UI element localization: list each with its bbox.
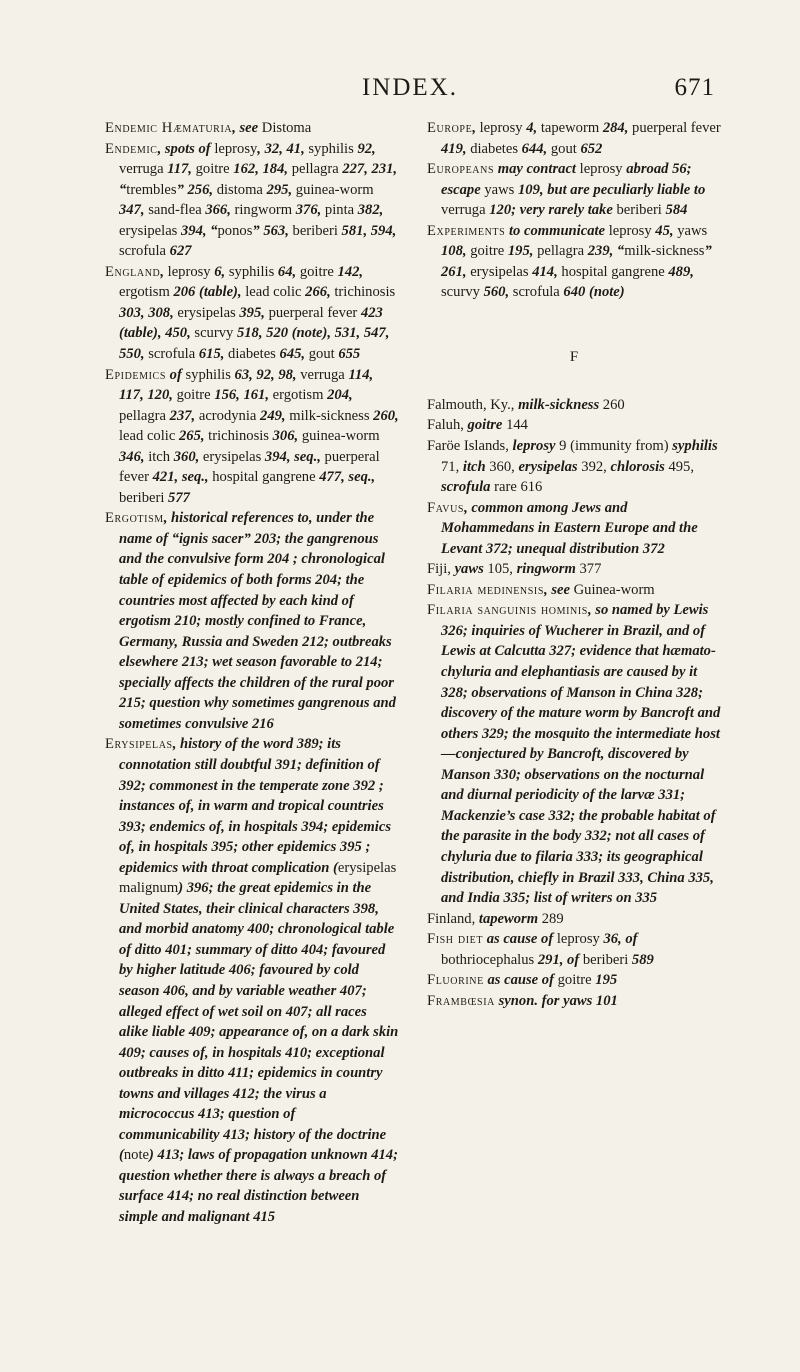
entry-text: 392, bbox=[577, 458, 611, 475]
entry-text: ergotism bbox=[119, 284, 170, 301]
entry-text: 105, bbox=[483, 561, 517, 578]
entry-headword: Epidemics bbox=[105, 366, 166, 383]
italic-term: 560, bbox=[479, 284, 513, 301]
entry-headword: Filaria sanguinis hominis bbox=[427, 602, 588, 619]
f-entries bbox=[427, 395, 721, 1011]
entry-text: scrofula bbox=[119, 243, 167, 260]
italic-term: erysipelas bbox=[518, 458, 578, 475]
index-entry bbox=[427, 159, 721, 221]
entry-text: leprosy bbox=[556, 931, 600, 948]
italic-term: 640 (note) bbox=[559, 284, 625, 301]
italic-term: 117, bbox=[163, 161, 196, 178]
index-entry bbox=[427, 970, 721, 991]
italic-term: as cause of bbox=[483, 931, 557, 948]
italic-term: , history of the word 389; its connotation still doubtful 391; definition of 392; commonest in the temperate zone 392 ; instances of, in warm and tropical countries 393; endemics of, in hospitals 394; epidemics of, in hospitals 395; other epidemics 395 ; epidemics with throat complication ( bbox=[119, 736, 391, 876]
entry-text: ponos bbox=[217, 222, 253, 239]
italic-term: 421, seq., bbox=[148, 469, 213, 486]
index-entry bbox=[105, 508, 399, 734]
italic-term: 114, 117, 120, bbox=[119, 366, 374, 404]
italic-term: , see bbox=[544, 581, 574, 598]
index-entry bbox=[427, 929, 721, 970]
entry-text: beriberi bbox=[582, 951, 629, 968]
italic-term: 346, bbox=[119, 448, 149, 465]
italic-term: syphilis bbox=[672, 438, 718, 455]
entry-headword: Filaria medinensis bbox=[427, 581, 545, 598]
index-entry bbox=[427, 580, 721, 601]
italic-term: 195, bbox=[504, 243, 538, 260]
italic-term: 45, bbox=[651, 222, 678, 239]
entry-text: syphilis bbox=[185, 366, 231, 383]
italic-term: goitre bbox=[467, 417, 503, 434]
italic-term: yaws bbox=[454, 561, 484, 578]
italic-term: 237, bbox=[166, 407, 199, 424]
italic-term: 108, bbox=[441, 243, 471, 260]
entry-text: pellagra bbox=[537, 243, 585, 260]
italic-term: of bbox=[166, 366, 186, 383]
italic-term: 249, bbox=[256, 407, 290, 424]
italic-term: to communicate bbox=[505, 222, 609, 239]
entry-text: hospital gangrene bbox=[561, 263, 665, 280]
italic-term: 382, bbox=[354, 202, 384, 219]
italic-term: 615, bbox=[195, 346, 229, 363]
index-entry bbox=[427, 559, 721, 580]
entry-text: verruga bbox=[119, 161, 164, 178]
italic-term: 376, bbox=[292, 202, 325, 219]
entry-text: scurvy bbox=[441, 284, 480, 301]
italic-term: 347, bbox=[119, 202, 149, 219]
italic-term: 265, bbox=[175, 428, 209, 445]
entry-text: beriberi bbox=[616, 202, 662, 219]
entry-text: ringworm bbox=[234, 202, 293, 219]
italic-term: , bbox=[472, 120, 480, 136]
entry-headword: Europe bbox=[427, 120, 473, 136]
italic-term: 36, of bbox=[599, 931, 638, 948]
italic-term: 284, bbox=[599, 120, 633, 136]
italic-term: 156, 161, bbox=[210, 387, 273, 404]
italic-term: 395, bbox=[235, 304, 269, 321]
entry-headword: Endemic Hæmaturia bbox=[105, 120, 233, 136]
italic-term: 4, bbox=[522, 120, 541, 136]
italic-term: 303, 308, bbox=[119, 304, 178, 321]
italic-term: abroad 56; escape bbox=[441, 161, 692, 198]
italic-term: 644, bbox=[518, 140, 551, 157]
entry-text: Guinea-worm bbox=[573, 581, 655, 598]
entry-text: guinea-worm bbox=[301, 428, 380, 445]
entry-text: syphilis bbox=[308, 140, 354, 157]
entry-text: note bbox=[123, 1147, 150, 1164]
italic-term: 589 bbox=[628, 951, 654, 968]
italic-term: tapeworm bbox=[478, 910, 539, 927]
running-head bbox=[105, 74, 715, 104]
italic-term: ” 261, bbox=[441, 243, 712, 280]
entry-text: hospital gangrene bbox=[212, 469, 316, 486]
entry-text: beriberi bbox=[292, 222, 338, 239]
entry-headword: England bbox=[105, 263, 161, 280]
index-entry bbox=[105, 734, 399, 1227]
italic-term: 63, 92, 98, bbox=[230, 366, 301, 383]
entry-text: scrofula bbox=[512, 284, 560, 301]
entry-text: goitre bbox=[299, 263, 334, 280]
index-entry bbox=[427, 221, 721, 303]
entry-text: bothriocephalus bbox=[441, 951, 535, 968]
entry-text: 260 bbox=[599, 396, 625, 413]
entry-text: diabetes bbox=[470, 140, 519, 157]
entry-text: trichinosis bbox=[334, 284, 396, 301]
italic-term: 360, bbox=[170, 448, 203, 465]
entry-text: beriberi bbox=[119, 489, 165, 506]
italic-term: 394, seq., bbox=[261, 448, 325, 465]
italic-term: 204, bbox=[323, 387, 353, 404]
index-entry bbox=[427, 991, 721, 1012]
entry-text: acrodynia bbox=[198, 407, 257, 424]
italic-term: , bbox=[160, 263, 168, 280]
section-letter-heading: F bbox=[569, 348, 579, 365]
entry-text: verruga bbox=[300, 366, 345, 383]
index-entry bbox=[105, 118, 399, 139]
italic-term: 518, 520 (note), 531, 547, 550, bbox=[119, 325, 390, 363]
entry-text: syphilis bbox=[228, 263, 275, 280]
entry-text: erysipelas malignum bbox=[119, 859, 397, 897]
entry-text: goitre bbox=[470, 243, 505, 260]
italic-term: 227, 231, “ bbox=[119, 161, 398, 198]
italic-term: 477, seq., bbox=[315, 469, 376, 486]
italic-term: chlorosis bbox=[610, 458, 665, 475]
entry-text: tapeworm bbox=[540, 120, 600, 136]
entry-text: scurvy bbox=[194, 325, 234, 342]
italic-term: ) 413; laws of propagation unknown 414; question whether there is always a breach of surface 414; no real distinction between simple and malignant 415 bbox=[119, 1147, 398, 1225]
entry-text: gout bbox=[308, 346, 335, 363]
italic-term: 584 bbox=[661, 202, 688, 219]
entry-text: leprosy bbox=[579, 161, 623, 178]
index-entry bbox=[427, 909, 721, 930]
e-entries-continued bbox=[427, 118, 721, 303]
italic-term: ” 256, bbox=[176, 181, 217, 198]
italic-term: 581, 594, bbox=[337, 222, 397, 239]
italic-term: 206 (table), bbox=[169, 284, 246, 301]
entry-headword: Endemic bbox=[105, 140, 158, 157]
entry-text: leprosy bbox=[608, 222, 652, 239]
entry-text: Faröe Islands, bbox=[427, 438, 513, 455]
index-entry bbox=[427, 395, 721, 416]
italic-term: ) 396; the great epidemics in the United States, their clinical characters 398, and morbid anatomy 400; chronological table of ditto 401; summary of ditto 404; favoured by higher latitude 406; favoured by cold season 406, and by variable weather 407; alleged effect of wet soil on 407; all races alike liable 409; appearance of, on a dark skin 409; causes of, in hospitals 410; exceptional outbreaks in ditto 411; epidemics in country towns and villages 412; the virus a micrococcus 413; question of communicability 413; history of the doctrine ( bbox=[119, 880, 399, 1164]
right-column bbox=[427, 118, 721, 1228]
entry-text: 144 bbox=[502, 417, 528, 434]
entry-text: scrofula bbox=[148, 346, 196, 363]
entry-text: leprosy bbox=[167, 263, 211, 280]
entry-headword: Fluorine bbox=[427, 972, 484, 989]
entry-text: leprosy bbox=[214, 140, 258, 157]
italic-term: 295, bbox=[262, 181, 296, 198]
entry-text: lead colic bbox=[119, 428, 176, 445]
italic-term: 577 bbox=[164, 489, 190, 506]
entry-headword: Frambœsia bbox=[427, 992, 495, 1009]
italic-term: 414, bbox=[528, 263, 562, 280]
italic-term: synon. for yaws 101 bbox=[494, 992, 618, 1009]
page-number: 671 bbox=[674, 74, 715, 101]
italic-term: itch bbox=[462, 458, 486, 475]
italic-term: may contract bbox=[494, 161, 580, 178]
entry-text: yaws bbox=[677, 222, 708, 239]
entry-text: Distoma bbox=[261, 120, 312, 136]
entry-headword: Favus bbox=[427, 499, 465, 516]
italic-term: , common among Jews and Mohammedans in Eastern Europe and the Levant 372; unequal distribution 372 bbox=[441, 499, 698, 557]
entry-text: diabetes bbox=[228, 346, 276, 363]
entry-text: goitre bbox=[195, 161, 230, 178]
index-entry bbox=[427, 118, 721, 159]
italic-term: 645, bbox=[275, 346, 309, 363]
entry-headword: Fish diet bbox=[427, 931, 484, 948]
index-entry bbox=[427, 415, 721, 436]
italic-term: scrofula bbox=[441, 479, 491, 496]
index-entry bbox=[427, 498, 721, 560]
entry-text: goitre bbox=[176, 387, 211, 404]
entry-text: milk-sickness bbox=[289, 407, 370, 424]
entry-text: pellagra bbox=[119, 407, 166, 424]
index-entry bbox=[427, 436, 721, 498]
entry-text: trichinosis bbox=[208, 428, 269, 445]
entry-text: Fiji, bbox=[427, 561, 455, 578]
entry-text: 377 bbox=[575, 561, 602, 578]
italic-term: 6, bbox=[210, 263, 229, 280]
entry-text: erysipelas bbox=[470, 263, 529, 280]
italic-term: 627 bbox=[166, 243, 192, 260]
italic-term: 423 (table), 450, bbox=[119, 304, 383, 342]
entry-text: milk-sickness bbox=[624, 243, 705, 260]
italic-term: as cause of bbox=[483, 972, 558, 989]
italic-term: , see bbox=[232, 120, 262, 136]
italic-term: 142, bbox=[333, 263, 364, 280]
entry-text: leprosy bbox=[479, 120, 523, 136]
entry-headword: Experiments bbox=[427, 222, 506, 239]
entry-headword: Ergotism bbox=[105, 510, 164, 527]
entry-text: rare 616 bbox=[490, 479, 543, 496]
entry-text: goitre bbox=[557, 972, 592, 989]
entry-text: 9 (immunity from) bbox=[555, 438, 673, 455]
entry-text: ergotism bbox=[272, 387, 324, 404]
entry-text: guinea-worm bbox=[295, 181, 374, 198]
entry-text: yaws bbox=[484, 181, 515, 198]
italic-term: , spots of bbox=[157, 140, 215, 157]
entry-text: 289 bbox=[538, 910, 564, 927]
italic-term: , 32, 41, bbox=[257, 140, 309, 157]
entry-headword: Europeans bbox=[427, 161, 495, 178]
italic-term: 64, bbox=[274, 263, 300, 280]
italic-term: , historical references to, under the name of “ignis sacer” 203; the gangrenous and the convulsive form 204 ; chronological table of epidemics of both forms 204; the countries most affected by each kind of ergotism 210; mostly confined to France, Germany, Russia and Sweden 212; outbreaks elsewhere 213; wet season favorable to 214; specially affects the children of the rural poor 215; question why sometimes gangrenous and sometimes convulsive 216 bbox=[119, 510, 396, 732]
entry-text: gout bbox=[550, 140, 577, 157]
entry-text: Falmouth, Ky., bbox=[427, 396, 519, 413]
entry-text: pellagra bbox=[291, 161, 339, 178]
entry-text: Finland, bbox=[427, 910, 479, 927]
entry-text: puerperal fever bbox=[632, 120, 721, 136]
italic-term: 266, bbox=[301, 284, 335, 301]
entry-text: erysipelas bbox=[202, 448, 262, 465]
italic-term: , so named by Lewis 326; inquiries of Wucherer in Brazil, and of Lewis at Calcutta 327; evidence that hæmato-chyluria and elephantiasis are caused by it 328; observations of Manson in China 328; discovery of the mature worm by Bancroft and others 329; the mosquito the intermediate host—conjectured by Bancroft, discovered by Manson 330; observations on the nocturnal and diurnal periodicity of the larvæ 331; Mackenzie’s case 332; the probable habitat of the parasite in the body 332; not all cases of chyluria due to filaria 333; its geographical distribution, chiefly in Brazil 333, China 335, and India 335; list of writers on 335 bbox=[441, 602, 721, 907]
entry-text: puerperal fever bbox=[268, 304, 358, 321]
italic-term: milk-sickness bbox=[518, 396, 600, 413]
index-entry bbox=[105, 365, 399, 509]
italic-term: 120; very rarely take bbox=[485, 202, 617, 219]
italic-term: 489, bbox=[664, 263, 694, 280]
italic-term: leprosy bbox=[512, 438, 556, 455]
entry-text: 71, bbox=[441, 458, 463, 475]
italic-term: 652 bbox=[576, 140, 603, 157]
left-column bbox=[105, 118, 399, 1228]
index-entry bbox=[105, 262, 399, 365]
entry-text: erysipelas bbox=[119, 222, 178, 239]
entry-text: trembles bbox=[126, 181, 177, 198]
italic-term: 306, bbox=[268, 428, 302, 445]
italic-term: 109, but are peculiarly liable to bbox=[514, 181, 706, 198]
entry-text: verruga bbox=[441, 202, 486, 219]
italic-term: 394, “ bbox=[177, 222, 218, 239]
index-columns bbox=[105, 118, 721, 1228]
italic-term: 260, bbox=[369, 407, 399, 424]
entry-text: Faluh, bbox=[427, 417, 468, 434]
italic-term: ” 563, bbox=[252, 222, 293, 239]
italic-term: 655 bbox=[334, 346, 361, 363]
italic-term: 366, bbox=[201, 202, 235, 219]
entry-text: 495, bbox=[664, 458, 694, 475]
entry-text: 360, bbox=[485, 458, 519, 475]
entry-text: pinta bbox=[324, 202, 355, 219]
italic-term: ringworm bbox=[516, 561, 576, 578]
italic-term: 92, bbox=[353, 140, 376, 157]
entry-text: lead colic bbox=[245, 284, 302, 301]
italic-term: 239, “ bbox=[584, 243, 625, 260]
entry-headword: Erysipelas bbox=[105, 736, 173, 753]
italic-term: 195 bbox=[591, 972, 618, 989]
index-entry bbox=[427, 600, 721, 908]
entry-text: itch bbox=[148, 448, 171, 465]
page-title: INDEX. bbox=[361, 74, 458, 101]
entry-text: sand-flea bbox=[148, 202, 202, 219]
entry-text: distoma bbox=[216, 181, 263, 198]
index-entry bbox=[105, 139, 399, 262]
entry-text: puerperal fever bbox=[119, 448, 380, 486]
italic-term: 291, of bbox=[534, 951, 583, 968]
italic-term: 419, bbox=[441, 140, 471, 157]
italic-term: 162, 184, bbox=[229, 161, 292, 178]
entry-text: erysipelas bbox=[177, 304, 236, 321]
